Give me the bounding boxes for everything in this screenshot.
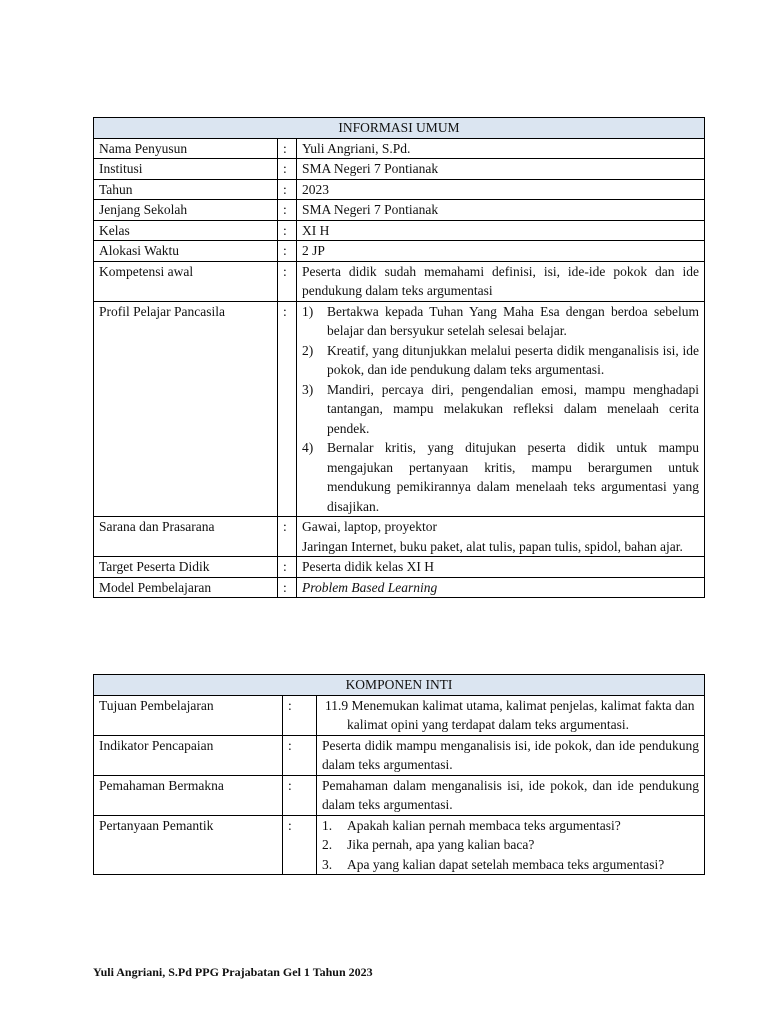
row-label: Institusi [94, 159, 278, 180]
list-text: Apa yang kalian dapat setelah membaca teks argumentasi? [347, 856, 665, 872]
list-text: Kreatif, yang ditunjukkan melalui peserta didik menganalisis isi, ide pokok, dan ide pendukung dalam teks argumentasi. [327, 342, 699, 377]
list-item [302, 380, 699, 439]
colon: : [283, 775, 317, 815]
list-text: Bertakwa kepada Tuhan Yang Maha Esa dengan berdoa sebelum belajar dan bersyukur setelah selesai belajar. [327, 303, 699, 338]
colon: : [283, 695, 317, 735]
list-item [302, 438, 699, 516]
table-row [94, 138, 705, 159]
row-label: Target Peserta Didik [94, 557, 278, 578]
row-label: Kompetensi awal [94, 261, 278, 301]
row-label: Jenjang Sekolah [94, 200, 278, 221]
row-label: Kelas [94, 220, 278, 241]
row-value: Peserta didik mampu menganalisis isi, ide pokok, dan ide pendukung dalam teks argumentasi. [317, 735, 705, 775]
list-number: 1) [302, 303, 314, 319]
row-label: Model Pembelajaran [94, 577, 278, 598]
colon: : [278, 220, 297, 241]
row-value: 2023 [297, 179, 705, 200]
row-label: Pemahaman Bermakna [94, 775, 283, 815]
informasi-umum-header: INFORMASI UMUM [94, 118, 705, 139]
row-value: Pemahaman dalam menganalisis isi, ide pokok, dan ide pendukung dalam teks argumentasi. [317, 775, 705, 815]
pertanyaan-list [322, 816, 699, 875]
table-row [94, 557, 705, 578]
list-number: 1. [322, 817, 333, 833]
table-row [94, 179, 705, 200]
pertanyaan-list-cell [317, 815, 705, 875]
row-value: Peserta didik sudah memahami definisi, isi, ide-ide pokok dan ide pendukung dalam teks argumentasi [297, 261, 705, 301]
colon: : [278, 241, 297, 262]
row-value: 11.9 Menemukan kalimat utama, kalimat penjelas, kalimat fakta dan kalimat opini yang terdapat dalam teks argumentasi. [317, 695, 705, 735]
list-number: 4) [302, 440, 314, 455]
row-label: Tujuan Pembelajaran [94, 695, 283, 735]
row-value: SMA Negeri 7 Pontianak [297, 200, 705, 221]
table-row [94, 301, 705, 517]
table-row [94, 735, 705, 775]
list-text: Bernalar kritis, yang ditujukan peserta didik untuk mampu mengajukan pertanyaan kritis, mampu berargumen untuk mendukung pemikirannya dalam menelaah teks argumentasi yang disajikan. [327, 440, 699, 514]
row-value: Problem Based Learning [297, 577, 705, 598]
row-value: Peserta didik kelas XI H [297, 557, 705, 578]
colon: : [278, 301, 297, 517]
table-row [94, 200, 705, 221]
colon: : [278, 517, 297, 557]
list-number: 2) [302, 342, 314, 358]
row-value: SMA Negeri 7 Pontianak [297, 159, 705, 180]
sarana-line-1: Gawai, laptop, proyektor [302, 519, 437, 534]
table-row [94, 775, 705, 815]
list-text: Jika pernah, apa yang kalian baca? [347, 837, 535, 852]
table-row [94, 241, 705, 262]
colon: : [283, 815, 317, 875]
list-item [302, 341, 699, 380]
colon: : [278, 138, 297, 159]
list-text: Mandiri, percaya diri, pengendalian emosi, mampu menghadapi tantangan, mampu melakukan refleksi dalam menelaah cerita pendek. [327, 381, 699, 436]
row-value: 2 JP [297, 241, 705, 262]
table-row [94, 261, 705, 301]
list-text: Apakah kalian pernah membaca teks argumentasi? [347, 817, 621, 833]
row-label: Tahun [94, 179, 278, 200]
list-number: 3) [302, 381, 314, 397]
list-item [302, 302, 699, 341]
list-item [322, 816, 699, 836]
list-item [322, 855, 699, 875]
row-label: Alokasi Waktu [94, 241, 278, 262]
row-label: Profil Pelajar Pancasila [94, 301, 278, 517]
list-number: 3. [322, 856, 333, 872]
colon: : [278, 557, 297, 578]
row-value: Yuli Angriani, S.Pd. [297, 138, 705, 159]
table-row [94, 159, 705, 180]
page-footer: Yuli Angriani, S.Pd PPG Prajabatan Gel 1 Tahun 2023 [93, 965, 373, 979]
row-label: Indikator Pencapaian [94, 735, 283, 775]
komponen-inti-header: KOMPONEN INTI [94, 675, 705, 696]
colon: : [278, 577, 297, 598]
colon: : [283, 735, 317, 775]
table-row [94, 577, 705, 598]
table-row [94, 695, 705, 735]
profil-list [302, 302, 699, 517]
colon: : [278, 200, 297, 221]
table-row [94, 517, 705, 557]
colon: : [278, 179, 297, 200]
row-label: Nama Penyusun [94, 138, 278, 159]
row-value: XI H [297, 220, 705, 241]
row-label: Pertanyaan Pemantik [94, 815, 283, 875]
informasi-umum-table [93, 117, 705, 598]
colon: : [278, 159, 297, 180]
list-item [322, 835, 699, 855]
row-label: Sarana dan Prasarana [94, 517, 278, 557]
table-row [94, 220, 705, 241]
profil-list-cell [297, 301, 705, 517]
komponen-inti-table [93, 674, 705, 875]
table-row [94, 815, 705, 875]
list-number: 2. [322, 837, 333, 852]
colon: : [278, 261, 297, 301]
sarana-line-2: Jaringan Internet, buku paket, alat tulis, papan tulis, spidol, bahan ajar. [302, 538, 683, 554]
row-value [297, 517, 705, 557]
